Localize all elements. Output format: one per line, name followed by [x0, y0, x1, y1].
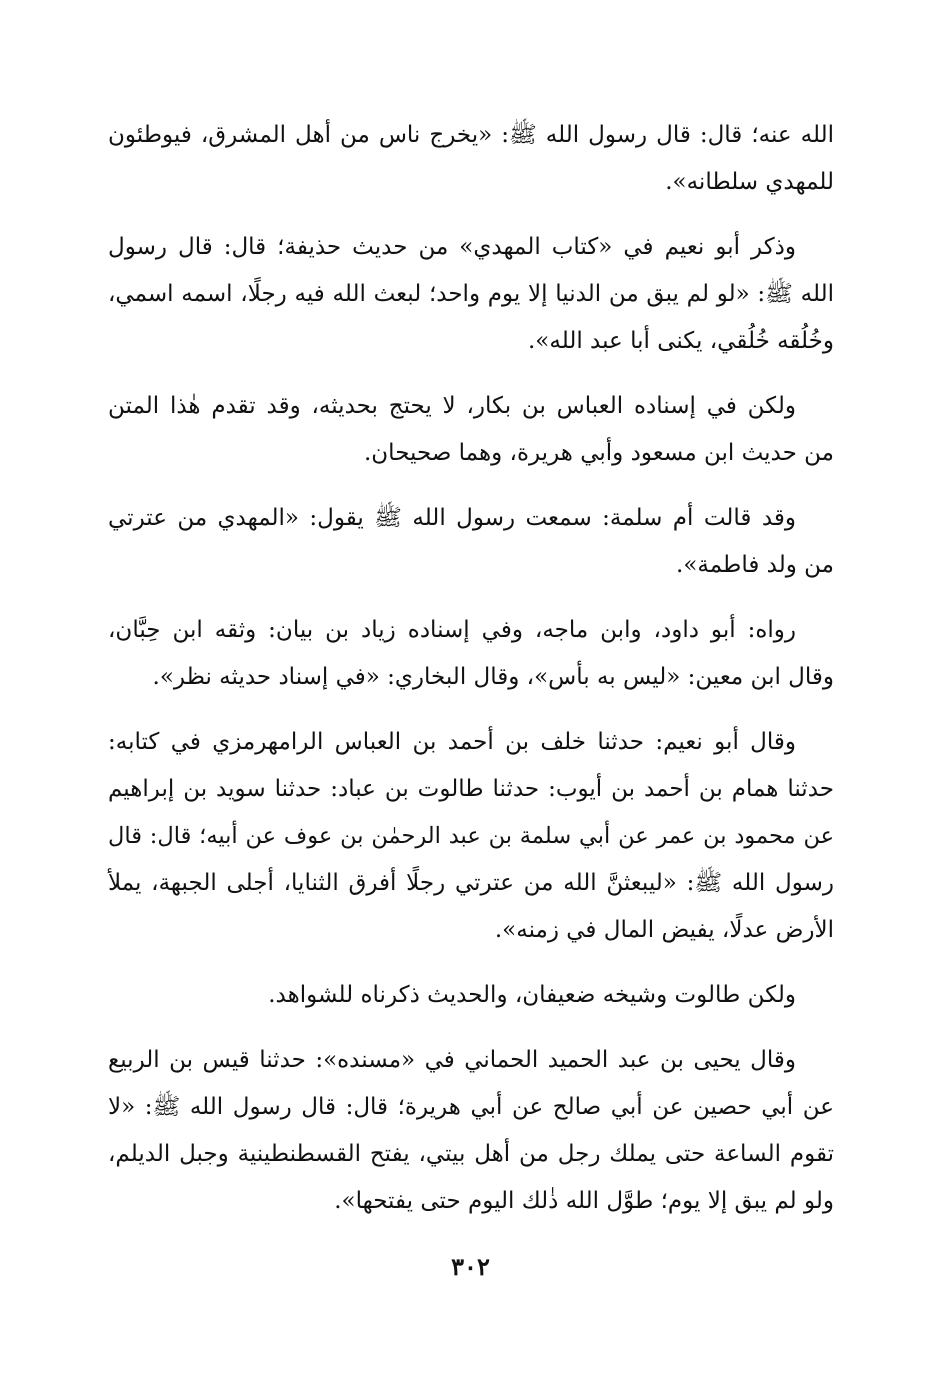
- text-line: وقال ابن معين: «ليس به بأس»، وقال البخاري: «في إسناد حديثه نظر».: [152, 664, 834, 690]
- text-line: عن محمود بن عمر عن أبي سلمة بن عبد الرحمٰن بن عوف عن أبيه؛ قال: قال: [108, 823, 834, 849]
- page-number: ٣٠٢: [451, 1252, 490, 1281]
- text-line: وذكر أبو نعيم في «كتاب المهدي» من حديث حذيفة؛ قال: قال رسول: [108, 234, 796, 260]
- text-line: الله ﷺ: «لو لم يبق من الدنيا إلا يوم واحد؛ لبعث الله فيه رجلًا، اسمه اسمي،: [108, 281, 834, 307]
- text-line: ولكن طالوت وشيخه ضعيفان، والحديث ذكرناه للشواهد.: [268, 982, 796, 1008]
- text-line: وقد قالت أم سلمة: سمعت رسول الله ﷺ يقول: «المهدي من عترتي: [108, 505, 796, 531]
- text-line: الله عنه؛ قال: قال رسول الله ﷺ: «يخرج ناس من أهل المشرق، فيوطئون: [108, 122, 834, 148]
- paragraph-2: [108, 224, 834, 365]
- text-line: من ولد فاطمة».: [676, 552, 834, 578]
- text-line: وقال يحيى بن عبد الحميد الحماني في «مسنده»: حدثنا قيس بن الربيع: [108, 1047, 796, 1073]
- paragraph-5: [108, 607, 834, 701]
- text-line: ولو لم يبق إلا يوم؛ طوَّل الله ذٰلك اليوم حتى يفتحها».: [334, 1188, 834, 1214]
- paragraph-3: [108, 383, 834, 477]
- text-line: وقال أبو نعيم: حدثنا خلف بن أحمد بن العباس الرامهرمزي في كتابه:: [108, 729, 796, 755]
- paragraph-7: [108, 972, 834, 1019]
- page-body: [108, 112, 834, 1243]
- text-line: عن أبي حصين عن أبي صالح عن أبي هريرة؛ قال: قال رسول الله ﷺ: «لا: [108, 1094, 834, 1120]
- text-line: ولكن في إسناده العباس بن بكار، لا يحتج بحديثه، وقد تقدم هٰذا المتن: [108, 393, 796, 419]
- text-line: من حديث ابن مسعود وأبي هريرة، وهما صحيحان.: [363, 440, 834, 466]
- text-line: رسول الله ﷺ: «ليبعثنَّ الله من عترتي رجلًا أفرق الثنايا، أجلى الجبهة، يملأ: [108, 870, 834, 896]
- text-line: وخُلُقه خُلُقي، يكنى أبا عبد الله».: [528, 328, 834, 354]
- paragraph-4: [108, 495, 834, 589]
- text-line: رواه: أبو داود، وابن ماجه، وفي إسناده زياد بن بيان: وثقه ابن حِبَّان،: [108, 617, 796, 643]
- paragraph-6: [108, 719, 834, 954]
- paragraph-1: [108, 112, 834, 206]
- text-line: حدثنا همام بن أحمد بن أيوب: حدثنا طالوت بن عباد: حدثنا سويد بن إبراهيم: [108, 776, 834, 802]
- text-line: للمهدي سلطانه».: [665, 169, 834, 195]
- paragraph-8: [108, 1037, 834, 1225]
- text-line: تقوم الساعة حتى يملك رجل من أهل بيتي، يفتح القسطنطينية وجبل الديلم،: [108, 1141, 834, 1167]
- text-line: الأرض عدلًا، يفيض المال في زمنه».: [494, 917, 834, 943]
